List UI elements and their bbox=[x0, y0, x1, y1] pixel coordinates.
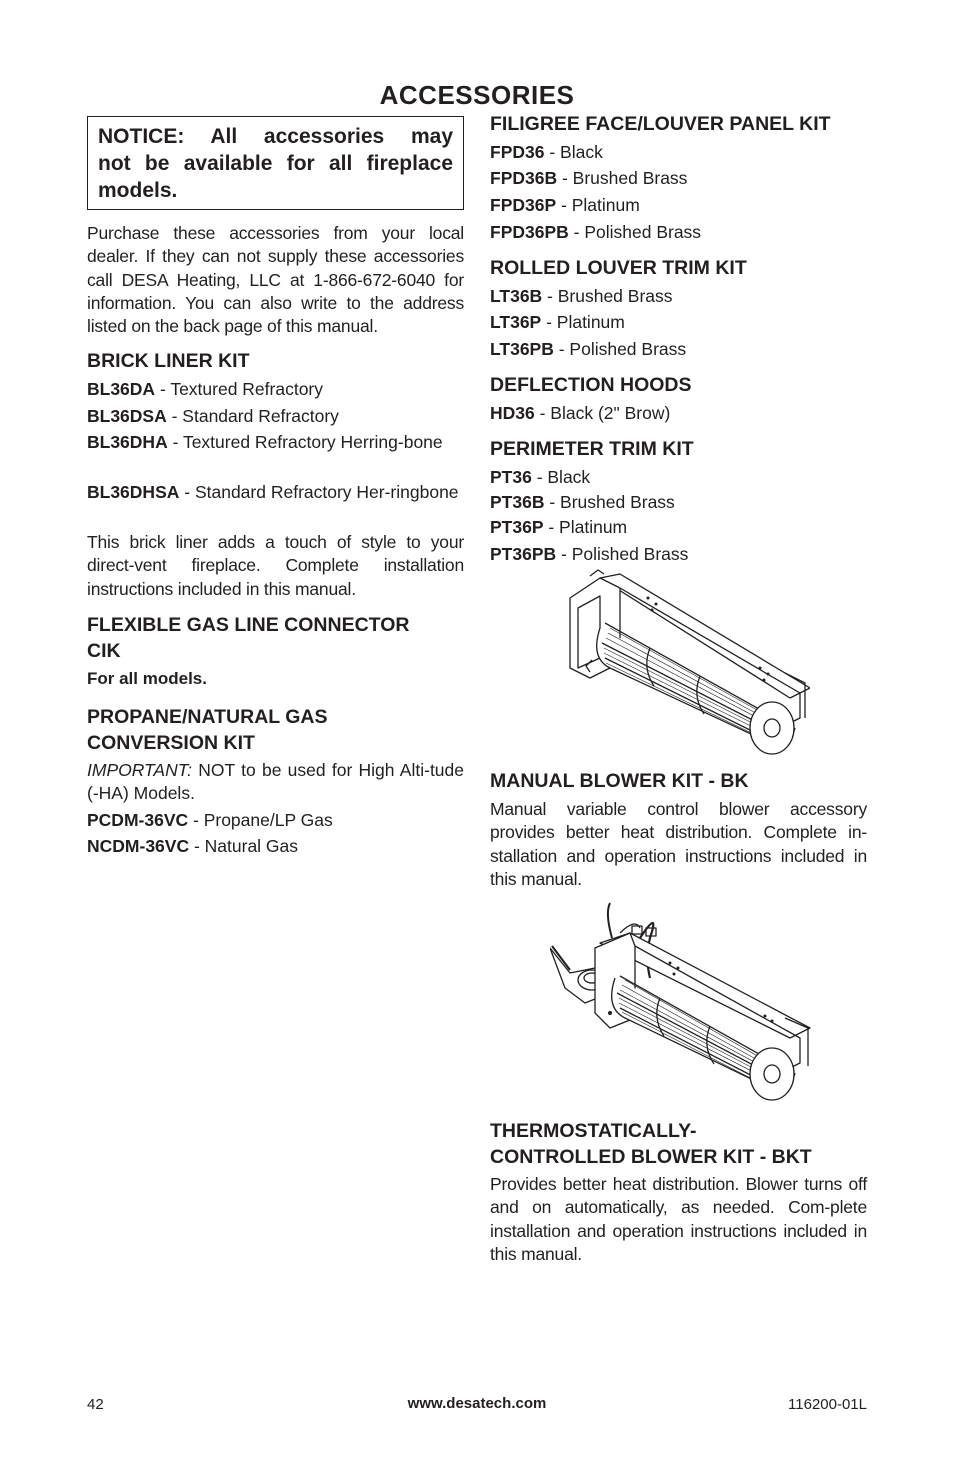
item-code: PT36B bbox=[490, 492, 545, 512]
brick-liner-description: This brick liner adds a touch of style to your direct-vent fireplace. Complete installation instructions included in this manual. bbox=[87, 532, 464, 599]
heading-line: CIK bbox=[87, 640, 121, 662]
brick-liner-item bbox=[87, 431, 464, 454]
intro-paragraph: Purchase these accessories from your local dealer. If they can not supply these accessories call DESA Heating, LLC at 1-866-672-6040 for information. You can also write to the address listed on the back page of this manual. bbox=[87, 223, 464, 337]
item-code: FPD36B bbox=[490, 168, 558, 188]
manual-blower-description: Manual variable control blower accessory provides better heat distribution. Complete in-stallation and operation instructions included in this manual. bbox=[490, 799, 867, 889]
item-desc: - Polished Brass bbox=[556, 544, 689, 564]
item-code: FPD36 bbox=[490, 142, 545, 162]
item-desc: - Natural Gas bbox=[189, 836, 299, 856]
heading-line: PROPANE/NATURAL GAS bbox=[87, 706, 328, 728]
item-desc: - Brushed Brass bbox=[542, 286, 673, 306]
perimeter-item bbox=[490, 491, 675, 514]
item-desc: - Platinum bbox=[543, 517, 628, 537]
item-code: FPD36PB bbox=[490, 222, 569, 242]
thermostatic-blower-illustration bbox=[550, 898, 820, 1113]
deflection-heading: DEFLECTION HOODS bbox=[490, 374, 692, 396]
item-code: PCDM-36VC bbox=[87, 810, 189, 830]
brick-liner-heading: BRICK LINER KIT bbox=[87, 350, 250, 372]
item-code: LT36PB bbox=[490, 339, 554, 359]
notice-line: not be available for all fireplace bbox=[98, 152, 453, 175]
conversion-item bbox=[87, 835, 298, 858]
item-code: LT36P bbox=[490, 312, 542, 332]
item-code: PT36PB bbox=[490, 544, 557, 564]
item-desc: - Black bbox=[544, 142, 603, 162]
manual-blower-heading: MANUAL BLOWER KIT - BK bbox=[490, 770, 749, 792]
perimeter-heading: PERIMETER TRIM KIT bbox=[490, 438, 694, 460]
conversion-heading bbox=[87, 704, 328, 756]
brick-liner-item bbox=[87, 405, 339, 428]
item-desc: - Standard Refractory Her-ringbone bbox=[179, 482, 459, 502]
item-desc: - Brushed Brass bbox=[544, 492, 675, 512]
heading-line: CONTROLLED BLOWER KIT - BKT bbox=[490, 1146, 812, 1168]
page-title: ACCESSORIES bbox=[379, 80, 575, 110]
item-code: NCDM-36VC bbox=[87, 836, 190, 856]
perimeter-item bbox=[490, 466, 590, 489]
deflection-item bbox=[490, 402, 670, 425]
item-code: PT36 bbox=[490, 467, 532, 487]
item-code: BL36DSA bbox=[87, 406, 167, 426]
filigree-heading: FILIGREE FACE/LOUVER PANEL KIT bbox=[490, 113, 831, 135]
rolled-louver-item bbox=[490, 285, 673, 308]
item-code: LT36B bbox=[490, 286, 543, 306]
perimeter-item bbox=[490, 516, 627, 539]
document-number: 116200-01L bbox=[788, 1396, 867, 1413]
important-label: IMPORTANT: bbox=[87, 760, 192, 780]
flex-gas-heading bbox=[87, 612, 410, 664]
item-desc: - Brushed Brass bbox=[557, 168, 688, 188]
item-code: FPD36P bbox=[490, 195, 557, 215]
item-desc: - Propane/LP Gas bbox=[188, 810, 333, 830]
notice-box bbox=[87, 116, 464, 210]
item-desc: - Platinum bbox=[541, 312, 625, 332]
heading-line: CONVERSION KIT bbox=[87, 732, 255, 754]
filigree-item bbox=[490, 141, 603, 164]
filigree-item bbox=[490, 221, 701, 244]
item-desc: - Black bbox=[531, 467, 591, 487]
item-desc: - Platinum bbox=[556, 195, 640, 215]
item-desc: - Polished Brass bbox=[553, 339, 687, 359]
important-text: NOT to be used for High Alti-tude (-HA) Models. bbox=[87, 760, 464, 803]
item-desc: - Textured Refractory Herring-bone bbox=[167, 432, 443, 452]
website-link[interactable]: www.desatech.com bbox=[407, 1395, 547, 1412]
thermo-blower-description: Provides better heat distribution. Blower turns off and on automatically, as needed. Com-plete installation and operation instructions included in this manual. bbox=[490, 1174, 867, 1264]
item-code: BL36DA bbox=[87, 379, 156, 399]
conversion-important bbox=[87, 759, 464, 805]
filigree-item bbox=[490, 167, 687, 190]
item-code: HD36 bbox=[490, 403, 535, 423]
item-desc: - Textured Refractory bbox=[155, 379, 324, 399]
rolled-louver-item bbox=[490, 311, 625, 334]
notice-line: NOTICE: All accessories may bbox=[98, 125, 453, 148]
brick-liner-item bbox=[87, 378, 323, 401]
brick-liner-item bbox=[87, 481, 464, 504]
perimeter-item bbox=[490, 543, 688, 566]
flex-gas-note: For all models. bbox=[87, 669, 207, 688]
item-desc: - Standard Refractory bbox=[166, 406, 339, 426]
page-number: 42 bbox=[87, 1396, 104, 1413]
thermo-blower-heading bbox=[490, 1118, 812, 1170]
manual-blower-illustration bbox=[560, 568, 810, 758]
conversion-item bbox=[87, 809, 333, 832]
heading-line: THERMOSTATICALLY- bbox=[490, 1120, 697, 1142]
rolled-louver-item bbox=[490, 338, 686, 361]
item-desc: - Black (2" Brow) bbox=[534, 403, 671, 423]
notice-line: models. bbox=[98, 179, 178, 202]
item-code: PT36P bbox=[490, 517, 544, 537]
filigree-item bbox=[490, 194, 640, 217]
item-code: BL36DHA bbox=[87, 432, 168, 452]
heading-line: FLEXIBLE GAS LINE CONNECTOR bbox=[87, 614, 410, 636]
item-code: BL36DHSA bbox=[87, 482, 180, 502]
item-desc: - Polished Brass bbox=[568, 222, 702, 242]
rolled-louver-heading: ROLLED LOUVER TRIM KIT bbox=[490, 257, 747, 279]
